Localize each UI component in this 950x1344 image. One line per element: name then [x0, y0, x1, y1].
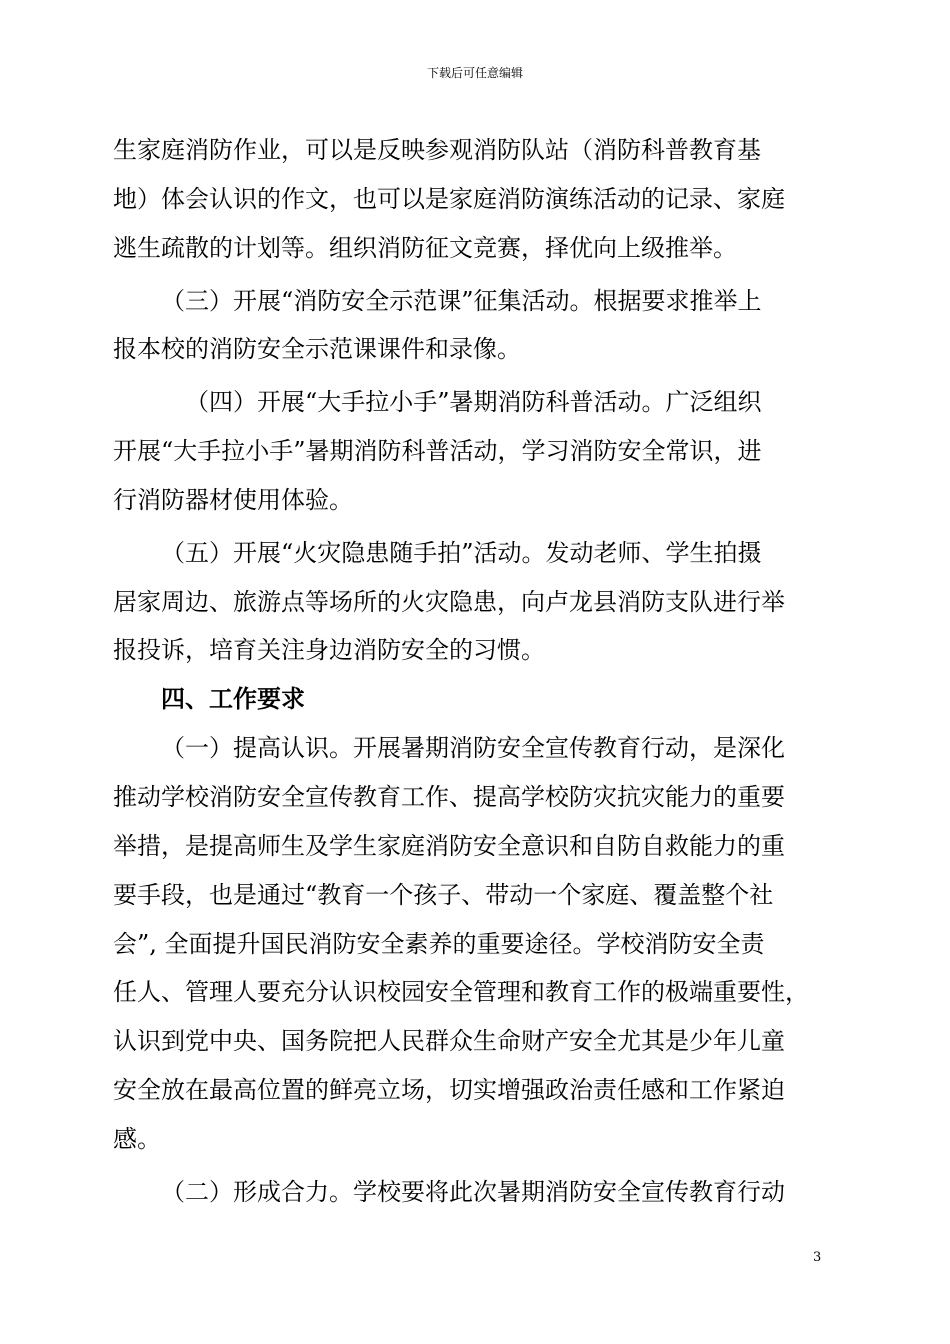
text-line: 行消防器材使用体验。	[113, 485, 353, 514]
text-line: 报本校的消防安全示范课课件和录像。	[113, 335, 521, 364]
text-line: 认识到党中央、国务院把人民群众生命财产安全尤其是少年儿童	[113, 1027, 785, 1056]
document-body	[113, 126, 843, 1217]
paragraph-start-line: （三）开展“消防安全示范课”征集活动。根据要求推举上	[161, 286, 762, 315]
text-line: 开展“大手拉小手”暑期消防科普活动，学习消防安全常识，进	[113, 437, 762, 466]
paragraph-start-line: （五）开展“火灾隐患随手拍”活动。发动老师、学生拍摄	[161, 538, 762, 567]
text-line: 生家庭消防作业，可以是反映参观消防队站（消防科普教育基	[113, 136, 761, 164]
paragraph-start-line: （二）形成合力。学校要将此次暑期消防安全宣传教育行动	[161, 1177, 785, 1206]
text-line: 报投诉，培育关注身边消防安全的习惯。	[113, 636, 545, 665]
paragraph-start-line: （一）提高认识。开展暑期消防安全宣传教育行动，是深化	[161, 734, 785, 763]
text-line: 举措，是提高师生及学生家庭消防安全意识和自防自救能力的重	[113, 831, 785, 860]
text-line: 逃生疏散的计划等。组织消防征文竞赛，择优向上级推举。	[113, 233, 737, 262]
paragraph-start-line: （四）开展“大手拉小手”暑期消防科普活动。广泛组织	[185, 388, 762, 417]
text-line: 地）体会认识的作文，也可以是家庭消防演练活动的记录、家庭	[113, 184, 785, 213]
page-header: 下载后可任意编辑	[426, 66, 523, 80]
text-line: 要手段，也是通过“教育一个孩子、带动一个家庭、覆盖整个社	[113, 880, 774, 909]
text-line: 安全放在最高位置的鲜亮立场，切实增强政治责任感和工作紧迫	[113, 1076, 785, 1105]
text-line: 推动学校消防安全宣传教育工作、提高学校防灾抗灾能力的重要	[113, 782, 785, 811]
section-heading: 四、工作要求	[161, 684, 305, 714]
text-line: 居家周边、旅游点等场所的火灾隐患，向卢龙县消防支队进行举	[113, 587, 785, 616]
text-line: 会”, 全面提升国民消防安全素养的重要途径。学校消防安全责	[113, 929, 765, 958]
text-line: 感。	[113, 1124, 161, 1153]
page-number: 3	[813, 1250, 822, 1265]
text-line: 任人、管理人要充分认识校园安全管理和教育工作的极端重要性，	[113, 978, 809, 1007]
